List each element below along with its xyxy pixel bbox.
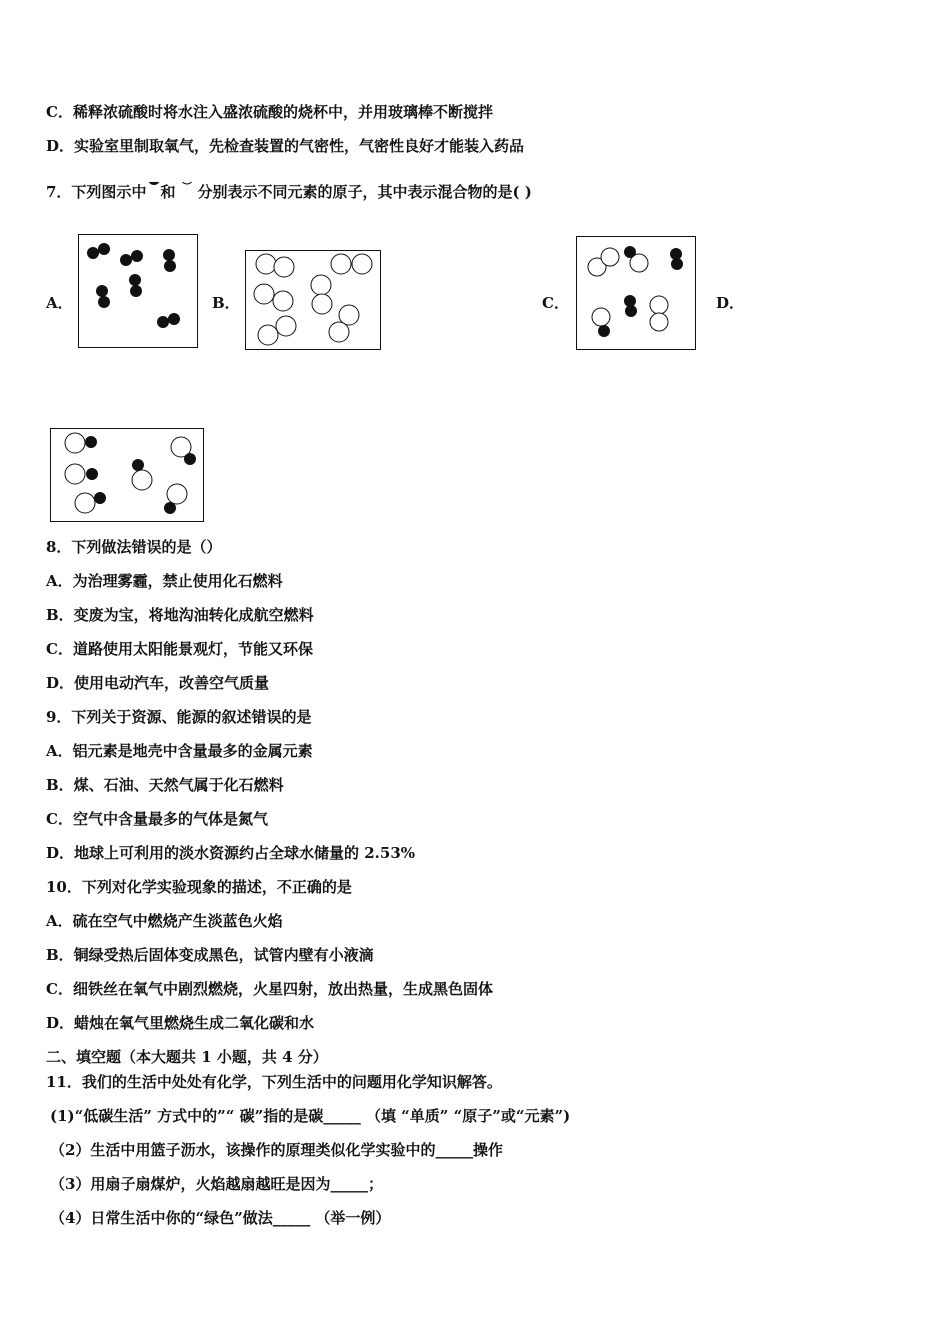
mixed-molecules-icon: [577, 237, 697, 351]
q11-part-1: (1)“低碳生活” 方式中的”“ 碳”指的是碳_____ （填 “单质” “原子”或“元素”): [50, 1107, 571, 1125]
q10-stem: 10．下列对化学实验现象的描述，不正确的是: [46, 878, 352, 896]
q9-option-a: A．铝元素是地壳中含量最多的金属元素: [46, 742, 313, 760]
q10-option-a: A．硫在空气中燃烧产生淡蓝色火焰: [46, 912, 283, 930]
q7-option-d-diagram: [50, 428, 204, 522]
q9-option-d: D．地球上可利用的淡水资源约占全球水储量的 2.53%: [46, 844, 416, 862]
heteronuclear-molecules-icon: [51, 429, 205, 523]
q8-option-b: B．变废为宝，将地沟油转化成航空燃料: [46, 606, 314, 624]
q7-option-c-diagram: [576, 236, 696, 350]
q6-option-d: D．实验室里制取氧气，先检查装置的气密性，气密性良好才能装入药品: [46, 137, 525, 155]
white-diatomic-molecules-icon: [246, 251, 382, 351]
q7-stem-part1: 7．下列图示中: [46, 183, 147, 201]
q8-option-d: D．使用电动汽车，改善空气质量: [46, 674, 270, 692]
q8-option-a: A．为治理雾霾，禁止使用化石燃料: [46, 572, 283, 590]
q7-option-b-label: B．: [212, 294, 240, 312]
q7-option-a-diagram: [78, 234, 198, 348]
q7-option-c-label: C．: [542, 294, 569, 312]
q7-option-a-label: A．: [46, 294, 73, 312]
q8-option-c: C．道路使用太阳能景观灯，节能又环保: [46, 640, 313, 658]
q9-stem: 9．下列关于资源、能源的叙述错误的是: [46, 708, 312, 726]
q7-option-b-diagram: [245, 250, 381, 350]
q11-part-3: （3）用扇子扇煤炉，火焰越扇越旺是因为_____；: [50, 1175, 383, 1193]
q9-option-b: B．煤、石油、天然气属于化石燃料: [46, 776, 284, 794]
white-atom-icon: [175, 182, 197, 202]
black-diatomic-molecules-icon: [79, 235, 199, 349]
q10-option-b: B．铜绿受热后固体变成黑色，试管内壁有小液滴: [46, 946, 374, 964]
q10-option-c: C．细铁丝在氧气中剧烈燃烧，火星四射，放出热量，生成黑色固体: [46, 980, 493, 998]
q9-option-c: C．空气中含量最多的气体是氮气: [46, 810, 268, 828]
q6-option-c: C．稀释浓硫酸时将水注入盛浓硫酸的烧杯中，并用玻璃棒不断搅拌: [46, 103, 493, 121]
q7-stem-part3: 分别表示不同元素的原子，其中表示混合物的是( ): [197, 183, 532, 201]
q7-option-d-label: D．: [716, 294, 745, 312]
q11-part-4: （4）日常生活中你的“绿色”做法_____ （举一例）: [50, 1209, 391, 1227]
q7-stem-part2: 和: [160, 183, 176, 201]
section2-title: 二、填空题（本大题共 1 小题，共 4 分）: [46, 1048, 328, 1066]
q8-stem: 8．下列做法错误的是（）: [46, 538, 222, 556]
q11-stem: 11．我们的生活中处处有化学，下列生活中的问题用化学知识解答。: [46, 1073, 502, 1091]
q11-part-2: （2）生活中用篮子沥水，该操作的原理类似化学实验中的_____操作: [50, 1141, 503, 1159]
black-atom-icon: [146, 182, 160, 202]
q10-option-d: D．蜡烛在氧气里燃烧生成二氧化碳和水: [46, 1014, 315, 1032]
q7-stem: [46, 182, 532, 202]
